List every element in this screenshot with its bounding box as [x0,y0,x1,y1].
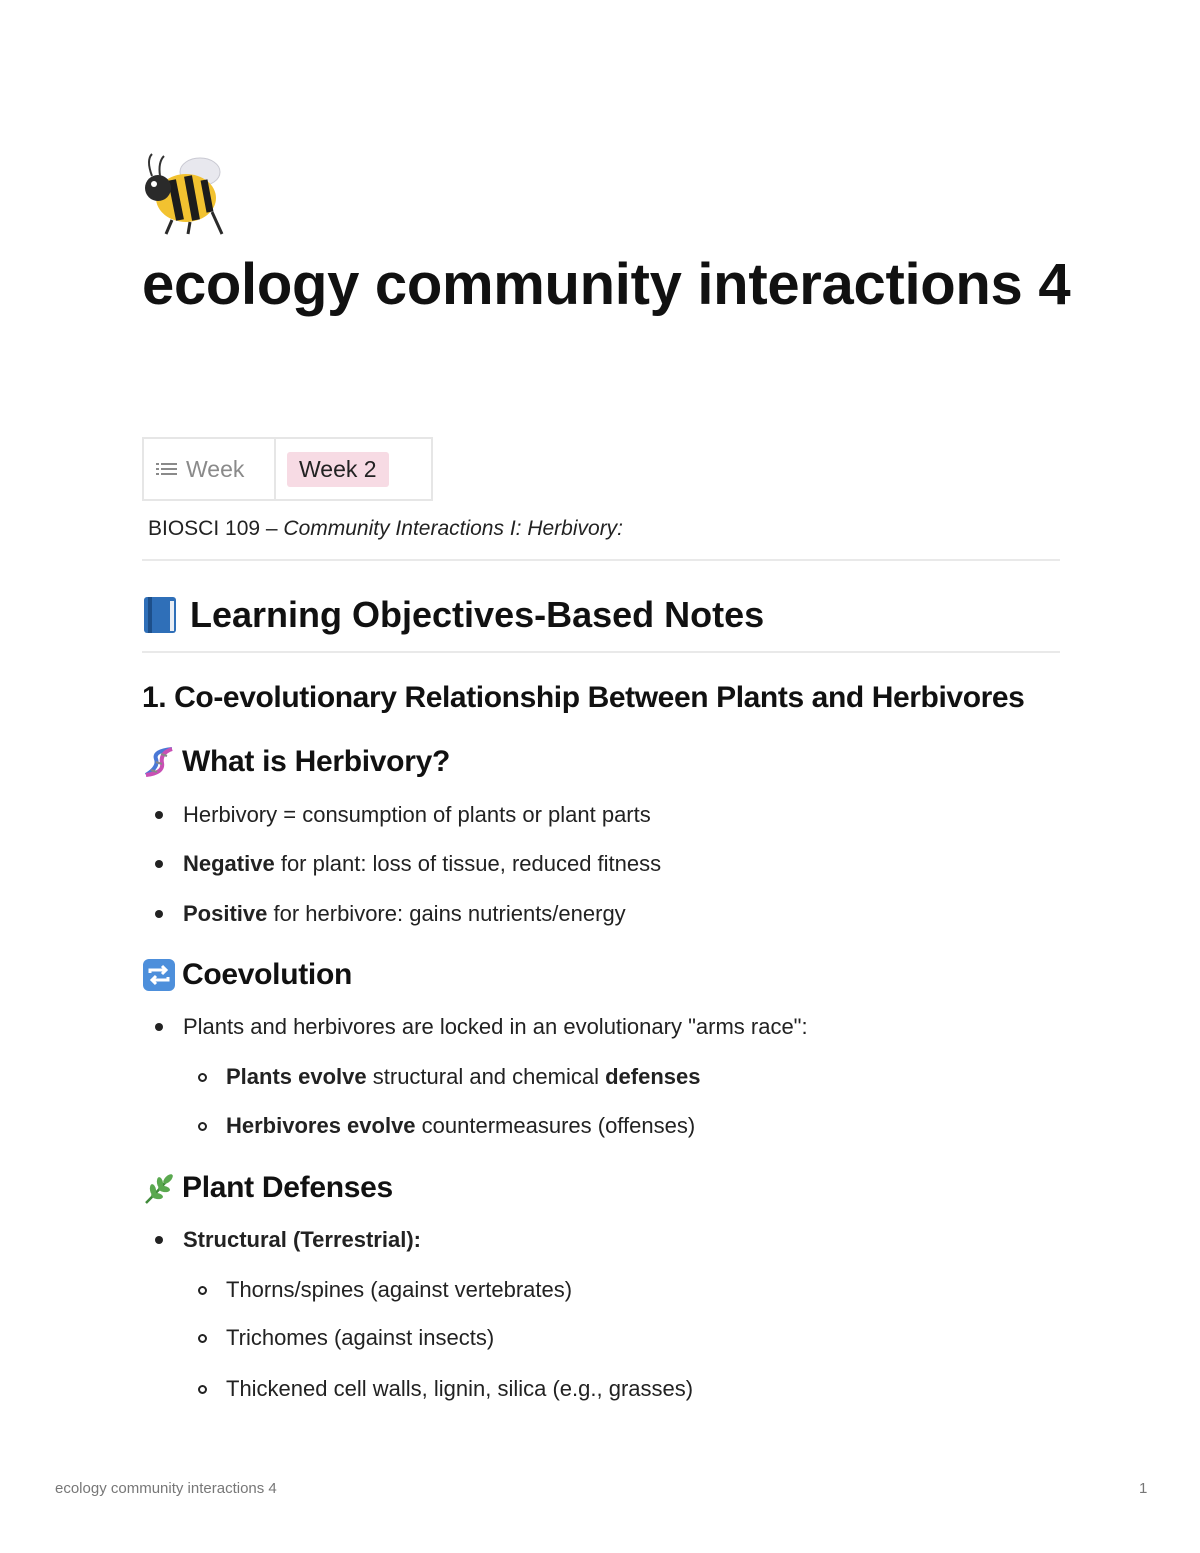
list-item-bold: Structural (Terrestrial): [183,1227,421,1252]
list-item [183,801,651,829]
page-title: ecology community interactions 4 [142,252,1071,317]
subtitle-italic: Community Interactions I: Herbivory: [283,517,624,540]
list-subitem: Thorns/spines (against vertebrates) [226,1277,573,1302]
bullet-dot [155,1236,163,1244]
list-item-bold: defenses [605,1064,701,1089]
subtitle-plain: BIOSCI 109 – [148,517,284,540]
page-number: 1 [1139,1480,1148,1497]
list-item-bold: Negative [183,851,275,876]
property-value[interactable] [276,439,431,499]
list-item [183,1226,421,1254]
bullet-dot [155,1023,163,1031]
property-key[interactable] [144,439,276,499]
herb-icon [142,1171,176,1205]
bullet-circle [198,1122,207,1131]
list-subitem [226,1063,700,1091]
list-item-text: structural and chemical [366,1064,606,1089]
bullet-dot [155,860,163,868]
subsection-heading: 1. Co-evolutionary Relationship Between Plants and Herbivores [142,681,1025,714]
section-heading-text: Learning Objectives-Based Notes [190,594,765,635]
herbivory-heading [142,745,450,779]
herbivory-heading-text: What is Herbivory? [182,745,450,778]
coevolution-heading-text: Coevolution [182,958,353,991]
week-tag: Week 2 [287,452,389,487]
list-item: Plants and herbivores are locked in an evolutionary "arms race": [183,1014,808,1039]
bullet-circle [198,1286,207,1295]
list-item-text: countermeasures (offenses) [415,1113,696,1138]
list-item-text: for plant: loss of tissue, reduced fitness [274,851,662,876]
bee-icon [142,150,226,238]
property-key-label: Week [186,455,245,482]
coevolution-heading [142,958,352,992]
dna-icon [142,745,176,779]
defenses-heading-text: Plant Defenses [182,1171,393,1204]
book-icon [142,595,178,635]
list-subitem [226,1112,695,1140]
bullet-circle [198,1073,207,1082]
list-item-text: Herbivory = consumption of plants or plant parts [183,802,651,827]
list-subitem: Trichomes (against insects) [226,1325,495,1350]
list-item [183,900,626,928]
repeat-icon [142,958,176,992]
section-heading [142,594,764,636]
list-item [183,850,661,878]
list-subitem: Thickened cell walls, lignin, silica (e.g., grasses) [226,1376,694,1401]
list-item-bold: Positive [183,901,268,926]
list-icon [156,461,178,477]
divider [142,651,1060,653]
bullet-circle [198,1385,207,1394]
property-row [142,437,433,501]
divider [142,559,1060,561]
list-item-bold: Herbivores evolve [226,1113,416,1138]
course-subtitle [148,517,623,541]
list-item-text: for herbivore: gains nutrients/energy [267,901,626,926]
footer-title: ecology community interactions 4 [55,1480,277,1497]
bullet-dot [155,811,163,819]
list-item-bold: Plants evolve [226,1064,367,1089]
bullet-dot [155,910,163,918]
defenses-heading [142,1171,393,1205]
bullet-circle [198,1334,207,1343]
